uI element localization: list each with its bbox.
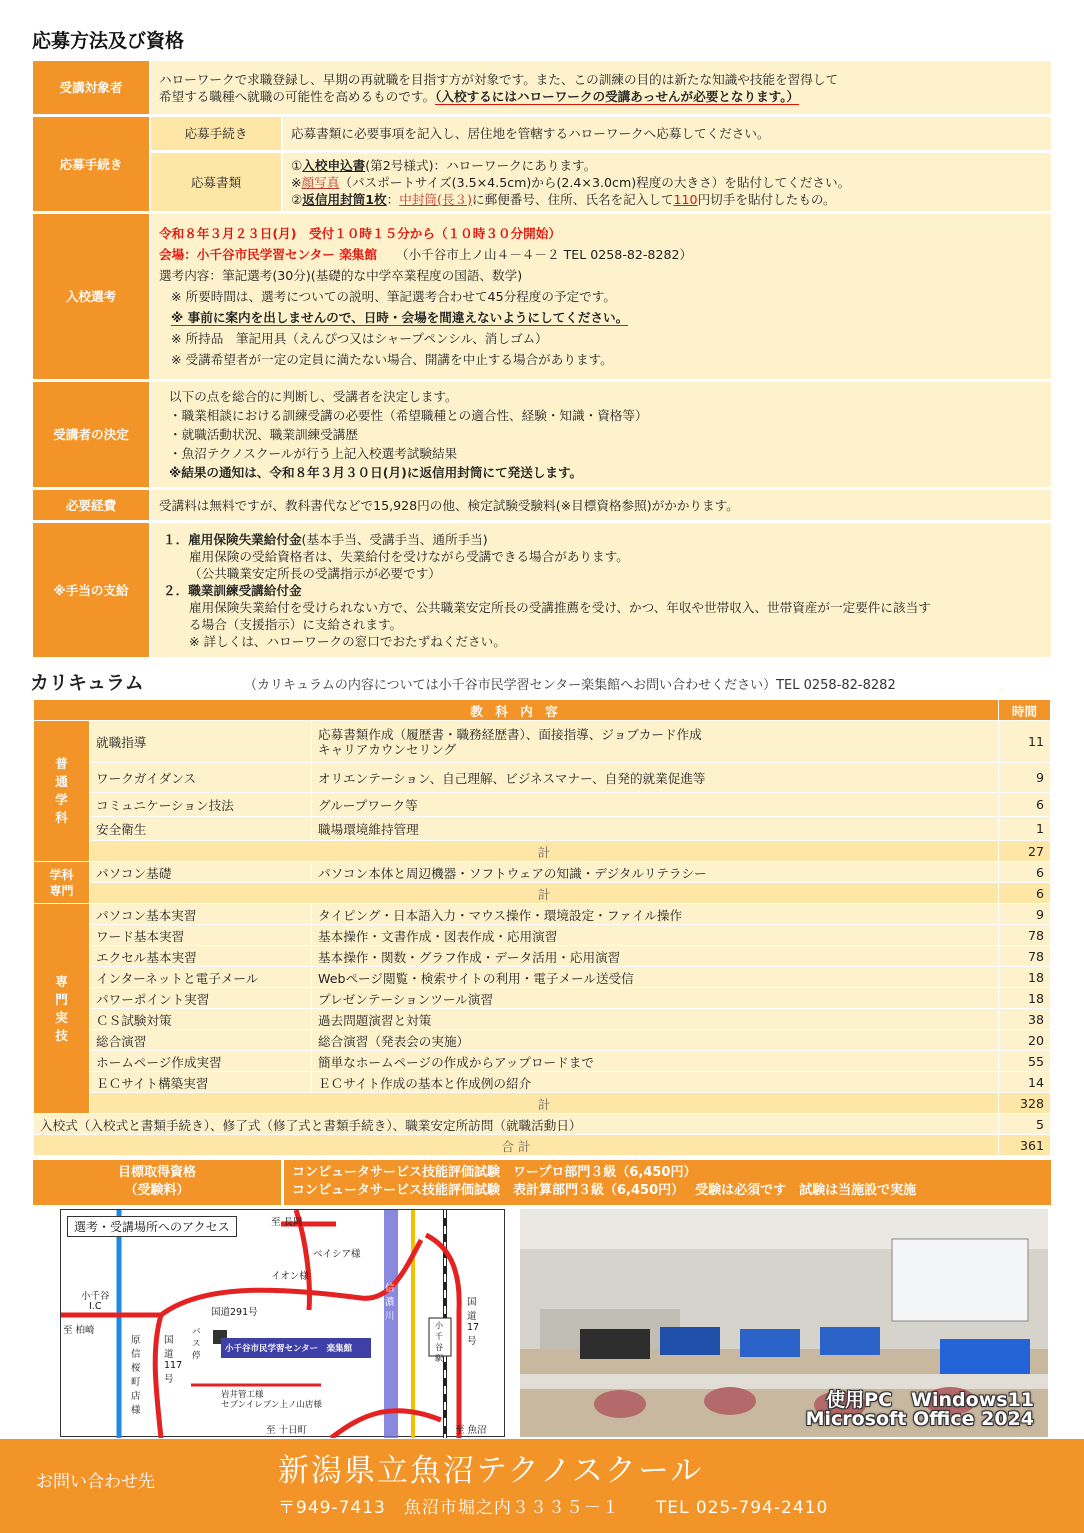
apply-sub1: 応募手続き: [149, 117, 281, 150]
allow-i1d: 雇用保険の受給資格者は、失業給付を受けながら受講できる場合があります。: [189, 548, 629, 564]
subject-hours: 78: [999, 925, 1051, 946]
total-hours: 361: [999, 1135, 1051, 1156]
subject-hours: 6: [999, 793, 1051, 817]
subject-hours: 9: [999, 763, 1051, 793]
allow-i1e: （公共職業安定所長の受講指示が必要です）: [189, 565, 441, 581]
doc2b: 顔写真: [301, 174, 340, 190]
subject-hours: 9: [999, 904, 1051, 925]
group-label-specialized: [34, 862, 90, 904]
footer-school-name: 新潟県立魚沼テクノスクール: [278, 1453, 704, 1489]
exam-venue-line: [159, 244, 1043, 265]
group-specialized-text: 学科専門: [49, 867, 74, 898]
allow-i2a: ２．: [163, 582, 189, 598]
doc-line1: [291, 157, 1043, 174]
decision-l5: ※結果の通知は、令和８年３月３０日(月)に返信用封筒にて発送します。: [169, 465, 583, 480]
doc1b: 入校申込書: [302, 157, 366, 173]
doc-line3: [291, 191, 1043, 208]
map-label-r17: 国道17号: [467, 1297, 480, 1347]
goal-line2: コンピュータサービス技能評価試験 表計算部門３級（6,450円） 受験は必須です 試験は当施設で実施: [292, 1183, 917, 1198]
subject-hours: 1: [999, 817, 1051, 841]
curriculum-title: カリキュラム: [30, 672, 144, 694]
map-label-r291: 国道291号: [211, 1307, 258, 1318]
curriculum-header: [34, 700, 1051, 721]
label-cost: 必要経費: [33, 490, 149, 520]
allow-item2: [159, 582, 1043, 599]
row-decision: [33, 382, 1051, 487]
subject-name: コミュニケーション技法: [90, 793, 312, 817]
head-content: 教 科 内 容: [34, 700, 999, 721]
subject-name: 総合演習: [90, 1030, 312, 1051]
extra-hours: 5: [999, 1114, 1051, 1135]
subject-hours: 20: [999, 1030, 1051, 1051]
curriculum-table: [33, 699, 1051, 1156]
table-row: [34, 925, 1051, 946]
goal-qualification: [33, 1160, 1051, 1205]
map-label-tokamachi: 至 十日町: [266, 1425, 308, 1436]
subtotal-row: [34, 1093, 1051, 1114]
subject-content: プレゼンテーションツール演習: [312, 988, 999, 1009]
subject-content: 基本操作・関数・グラフ作成・データ活用・応用演習: [312, 946, 999, 967]
footer-contact-label: お問い合わせ先: [36, 1472, 155, 1492]
subtotal-hours: 328: [999, 1093, 1051, 1114]
exam-note2: [159, 307, 1043, 328]
row-apply-1: [33, 117, 1051, 150]
road-117: [155, 1315, 161, 1438]
subject-name: パソコン基本実習: [90, 904, 312, 925]
group-practical-text: 専門実技: [55, 973, 68, 1043]
map-label-station: 小千谷駅: [435, 1321, 443, 1363]
exam-note1: ※ 所要時間は、選考についての説明、筆記選考合わせて45分程度の予定です。: [171, 289, 616, 304]
total-row: [34, 1135, 1051, 1156]
subject-name: パワーポイント実習: [90, 988, 312, 1009]
footer-address: 〒949-7413 魚沼市堀之内３３３５－１ TEL 025-794-2410: [278, 1498, 829, 1518]
map-label-bus: バス停: [192, 1327, 201, 1361]
goal-content: [284, 1160, 1051, 1205]
map-label-iwai2: セブンイレブン上ノ山店様: [221, 1400, 322, 1410]
table-row: [34, 967, 1051, 988]
table-row: [34, 793, 1051, 817]
allow-i1a: １．: [163, 531, 189, 547]
exam-venue: 会場：小千谷市民学習センター 楽集館: [159, 247, 377, 262]
target-content: [149, 61, 1051, 114]
doc3g: 円切手を貼付したもの。: [697, 191, 836, 207]
row-target: [33, 61, 1051, 114]
group-label-general: [34, 721, 90, 862]
map-label-uonuma: 至 魚沼: [455, 1425, 487, 1436]
subject-content: 過去問題演習と対策: [312, 1009, 999, 1030]
head-hours: 時間: [999, 700, 1051, 721]
table-row: [34, 1051, 1051, 1072]
goal-label: [33, 1160, 281, 1205]
subject-content: 基本操作・文書作成・図表作成・応用演習: [312, 925, 999, 946]
curriculum-note: （カリキュラムの内容については小千谷市民学習センター楽集館へお問い合わせください）TEL 0258-82-8282: [244, 678, 896, 693]
row-exam: [33, 214, 1051, 379]
subject-name: インターネットと電子メール: [90, 967, 312, 988]
subject-content: オリエンテーション、自己理解、ビジネスマナー、自発的就業促進等: [312, 763, 999, 793]
section-title-application: 応募方法及び資格: [32, 30, 185, 52]
access-map: [60, 1209, 505, 1437]
apply-sub2: 応募書類: [149, 153, 281, 211]
allow-content: [149, 523, 1051, 657]
subject-hours: 78: [999, 946, 1051, 967]
extra-row: [34, 1114, 1051, 1135]
exam-note3: ※ 所持品 筆記用具（えんぴつ又はシャープペンシル、消しゴム）: [171, 331, 548, 346]
table-row: [34, 721, 1051, 763]
subtotal-label: 計: [90, 841, 999, 862]
exam-note4: ※ 受講希望者が一定の定員に満たない場合、開講を中止する場合があります。: [171, 352, 613, 367]
total-label: 合 計: [34, 1135, 999, 1156]
map-label-venue: 小千谷市民学習センター 楽集館: [225, 1344, 353, 1354]
exam-content: [149, 214, 1051, 379]
subtotal-hours: 6: [999, 883, 1051, 904]
doc3b: 返信用封筒1枚: [302, 191, 387, 207]
label-apply: 応募手続き: [33, 117, 149, 211]
subject-content: ＥＣサイト作成の基本と作成例の紹介: [312, 1072, 999, 1093]
table-row: [34, 1009, 1051, 1030]
subject-content-l1: 応募書類作成（履歴書・職務経歴書）、面接指導、ジョブカード作成: [318, 726, 702, 742]
subject-content: 職場環境維持管理: [312, 817, 999, 841]
subject-hours: 18: [999, 967, 1051, 988]
table-row: [34, 904, 1051, 925]
subject-content: タイピング・日本語入力・マウス操作・環境設定・ファイル操作: [312, 904, 999, 925]
subject-content: [312, 721, 999, 763]
subject-name: ＣＳ試験対策: [90, 1009, 312, 1030]
exam-addr: （小千谷市上ノ山４－４－２ TEL 0258-82-8282）: [402, 247, 693, 262]
subject-content: グループワーク等: [312, 793, 999, 817]
subject-name: 安全衛生: [90, 817, 312, 841]
table-row: [34, 817, 1051, 841]
decision-l2: ・職業相談における訓練受講の必要性（希望職種との適合性、経験・知識・資格等）: [169, 408, 648, 423]
subtotal-row: [34, 883, 1051, 904]
subject-name: ワード基本実習: [90, 925, 312, 946]
subject-content: 簡単なホームページの作成からアップロードまで: [312, 1051, 999, 1072]
subject-hours: 18: [999, 988, 1051, 1009]
target-line2a: 希望する職種へ就職の可能性を高めるものです。: [159, 88, 436, 104]
map-label-aeon: イオン様: [271, 1271, 309, 1282]
subject-content-l2: キャリアカウンセリング: [318, 741, 457, 757]
subject-content: 総合演習（発表会の実施）: [312, 1030, 999, 1051]
exam-note2-text: ※ 事前に案内を出しませんので、日時・会場を間違えないようにしてください。: [171, 310, 629, 325]
exam-date: 令和８年３月２３日(月) 受付１０時１５分から（１０時３０分開始）: [159, 226, 561, 241]
apply-docs: [281, 153, 1051, 211]
subtotal-label: 計: [90, 1093, 999, 1114]
row-allow: [33, 523, 1051, 657]
application-table: [33, 58, 1051, 660]
table-row: [34, 862, 1051, 883]
allow-i2d: る場合（支援指示）に支給されます。: [189, 616, 403, 632]
label-decision: 受講者の決定: [33, 382, 149, 487]
subject-name: ホームページ作成実習: [90, 1051, 312, 1072]
table-row: [34, 946, 1051, 967]
map-label-ic2: I.C: [89, 1301, 102, 1312]
decision-l3: ・就職活動状況、職業訓練受講歴: [169, 427, 358, 442]
allow-item1: [159, 531, 1043, 548]
table-row: [34, 763, 1051, 793]
group-label-practical: [34, 904, 90, 1114]
doc-line2: [291, 174, 1043, 191]
target-line2: [159, 88, 1043, 105]
goal-line1: コンピュータサービス技能評価試験 ワープロ部門３級（6,450円）: [292, 1165, 697, 1180]
row-apply-2: [33, 153, 1051, 211]
subject-hours: 38: [999, 1009, 1051, 1030]
map-label-r117: 国道117号: [164, 1335, 183, 1385]
decision-content: [149, 382, 1051, 487]
cost-text: 受講料は無料ですが、教科書代などで15,928円の他、検定試験受験料(※目標資格参照)がかかります。: [149, 490, 1051, 520]
footer: [0, 1439, 1084, 1533]
label-allow: ※手当の支給: [33, 523, 149, 657]
subject-hours: 11: [999, 721, 1051, 763]
table-row: [34, 1030, 1051, 1051]
doc3a: ②: [291, 191, 303, 207]
allow-i1c: (基本手当、受講手当、通所手当): [301, 531, 488, 547]
label-target: 受講対象者: [33, 61, 149, 114]
allow-i2c: 雇用保険失業給付を受けられない方で、公共職業安定所長の受講推薦を受け、かつ、年収や世帯収入、世帯資産が一定要件に該当す: [189, 599, 931, 615]
map-label-ic1: 小千谷: [81, 1291, 110, 1302]
subject-name: パソコン基礎: [90, 862, 312, 883]
subject-content: パソコン本体と周辺機器・ソフトウェアの知識・デジタルリテラシー: [312, 862, 999, 883]
map-label-nagaoka: 至 長岡: [271, 1217, 303, 1228]
doc1c: (第2号様式)：ハローワークにあります。: [365, 157, 597, 173]
goal-label1: 目標取得資格: [117, 1165, 196, 1180]
doc3e: に郵便番号、住所、氏名を記入して: [472, 191, 674, 207]
apply-text1: 応募書類に必要事項を記入し、居住地を管轄するハローワークへ応募してください。: [281, 117, 1051, 150]
doc1a: ①: [291, 157, 303, 173]
map-label-iwai1: 岩井管工様: [221, 1390, 264, 1400]
subject-name: ワークガイダンス: [90, 763, 312, 793]
goal-label2: （受験料）: [124, 1183, 190, 1198]
subject-hours: 14: [999, 1072, 1051, 1093]
map-label-hara: 原信桜町店様: [131, 1335, 141, 1416]
photo-caption-2: Microsoft Office 2024: [805, 1408, 1034, 1430]
doc2c: （パスポートサイズ(3.5×4.5cm)から(2.4×3.0cm)程度の大きさ）を貼付してください。: [339, 174, 851, 190]
map-label-shinano: 信濃川: [385, 1283, 395, 1322]
subtotal-row: [34, 841, 1051, 862]
classroom-photo: [520, 1209, 1048, 1437]
subject-name: 就職指導: [90, 721, 312, 763]
table-row: [34, 988, 1051, 1009]
doc2a: ※: [291, 174, 302, 190]
group-general-text: 普通学科: [55, 756, 68, 825]
allow-i1b: 雇用保険失業給付金: [188, 531, 302, 547]
photo-caption-1: 使用PC Windows11: [826, 1389, 1034, 1411]
allow-i2b: 職業訓練受講給付金: [188, 582, 302, 598]
row-cost: [33, 490, 1051, 520]
subject-name: エクセル基本実習: [90, 946, 312, 967]
subject-name: ＥＣサイト構築実習: [90, 1072, 312, 1093]
doc3f: 110: [673, 191, 698, 207]
subject-content: Webページ閲覧・検索サイトの利用・電子メール送受信: [312, 967, 999, 988]
label-exam: 入校選考: [33, 214, 149, 379]
allow-i2e: ※ 詳しくは、ハローワークの窓口でおたずねください。: [189, 633, 506, 649]
subject-hours: 55: [999, 1051, 1051, 1072]
map-title: 選考・受講場所へのアクセス: [67, 1216, 237, 1237]
decision-l1: 以下の点を総合的に判断し、受講者を決定します。: [169, 389, 458, 404]
subject-hours: 6: [999, 862, 1051, 883]
target-line1: ハローワークで求職登録し、早期の再就職を目指す方が対象です。また、この訓練の目的は新たな知識や技能を習得して: [159, 71, 839, 87]
decision-l4: ・魚沼テクノスクールが行う上記入校選考試験結果: [169, 446, 458, 461]
target-line2b: （入校するにはハローワークの受講あっせんが必要となります。）: [435, 88, 800, 104]
extra-content: 入校式（入校式と書類手続き）、修了式（修了式と書類手続き）、職業安定所訪問（就職活動日）: [34, 1114, 999, 1135]
doc3d: 中封筒(長３): [399, 191, 473, 207]
exam-content-line: 選考内容：筆記選考(30分)(基礎的な中学卒業程度の国語、数学): [159, 268, 523, 283]
subtotal-label: 計: [90, 883, 999, 904]
map-label-beisia: ベイシア様: [313, 1249, 361, 1260]
doc3c: ：: [386, 191, 400, 207]
table-row: [34, 1072, 1051, 1093]
subtotal-hours: 27: [999, 841, 1051, 862]
map-label-kashiwazaki: 至 柏崎: [63, 1325, 95, 1336]
